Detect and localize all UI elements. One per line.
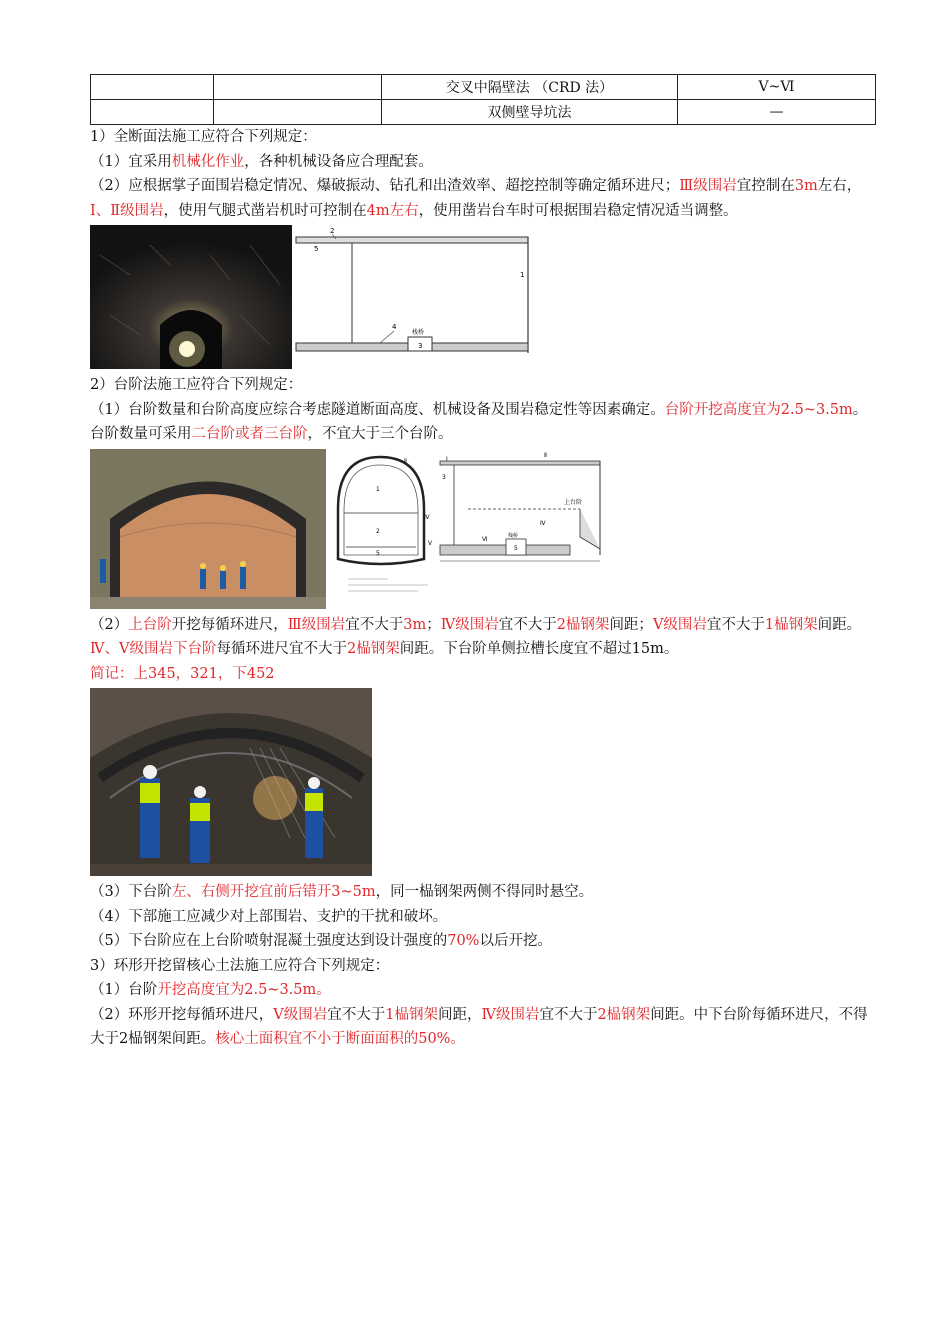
- highlight-text: Ⅴ级围岩: [652, 616, 707, 633]
- body-text: 宜不大于: [345, 616, 404, 633]
- paragraph: [90, 150, 876, 175]
- diagram-label: 5: [514, 544, 518, 552]
- highlight-text: Ⅰ、Ⅱ级围岩: [90, 202, 164, 219]
- table-cell: [214, 100, 382, 125]
- table-cell: 交叉中隔壁法 （CRD 法）: [382, 75, 678, 100]
- bench-method-diagram: [328, 449, 614, 609]
- body-text: 宜控制在: [736, 178, 795, 194]
- diagram-label: 5: [376, 549, 380, 557]
- body-text: 宜不大于: [327, 1006, 386, 1023]
- body-text: （3）下台阶: [90, 884, 172, 900]
- highlight-text: 1榀钢架: [385, 1006, 438, 1023]
- body-text: 每循环进尺宜不大于: [216, 641, 347, 657]
- body-text: ，使用气腿式凿岩机时可控制在: [163, 202, 367, 219]
- highlight-text: 2榀钢架: [556, 616, 610, 633]
- method-table: [90, 74, 876, 125]
- full-face-diagram: [294, 225, 530, 369]
- highlight-text: 开挖高度宜为2.5~3.5m: [157, 982, 317, 998]
- diagram-label: 3: [418, 342, 423, 350]
- highlight-text: 1榀钢架: [764, 616, 818, 633]
- body-text: 宜不大于: [539, 1006, 598, 1023]
- highlight-text: Ⅲ级围岩: [679, 178, 737, 194]
- paragraph: [90, 929, 876, 954]
- body-text: （1）台阶数量和台阶高度应综合考虑隧道断面高度、机械设备及围岩稳定性等因素确定。: [90, 401, 665, 418]
- body-text: 间距。: [817, 616, 862, 633]
- body-text: 间距；: [609, 616, 653, 633]
- diagram-label: 1: [520, 271, 525, 279]
- body-text: ，各种机械设备应合理配套。: [244, 153, 433, 170]
- body-text: （1）台阶: [90, 982, 158, 998]
- body-text: （2）: [90, 616, 129, 633]
- section-heading: 3）环形开挖留核心土法施工应符合下列规定：: [90, 957, 390, 974]
- highlight-text: 70%: [447, 933, 480, 949]
- body-text: 左右，: [817, 178, 862, 194]
- section-heading: 2）台阶法施工应符合下列规定：: [90, 377, 303, 393]
- highlight-text: 3m: [794, 178, 818, 194]
- paragraph: [90, 398, 876, 447]
- diagram-label: Ⅱ: [404, 457, 407, 465]
- paragraph: [90, 880, 876, 905]
- paragraph: [90, 174, 876, 223]
- highlight-text: 机械化作业: [171, 153, 245, 170]
- steel-arch-installation-photo: [90, 688, 372, 876]
- figure-row-bench: [90, 449, 876, 611]
- body-text: ；: [426, 616, 441, 633]
- body-text: 间距，: [437, 1006, 482, 1023]
- highlight-text: 核心土面积宜不小于断面面积的50%。: [215, 1031, 465, 1047]
- body-text: 间距。下台阶单侧拉槽长度宜不超过15m。: [399, 641, 679, 657]
- body-text: （1）宜采用: [90, 153, 172, 170]
- body-text: 宜不大于: [706, 616, 765, 633]
- body-text: （5）下台阶应在上台阶喷射混凝土强度达到设计强度的: [90, 933, 448, 949]
- figure-row-steel-arch: [90, 688, 876, 878]
- figure-row-full-face: [90, 225, 876, 371]
- diagram-label: Ⅵ: [482, 535, 488, 543]
- highlight-text: 二台阶或者三台阶: [191, 426, 308, 442]
- highlight-text: 2榀钢架: [346, 641, 400, 657]
- diagram-label: 栈桥: [508, 532, 519, 539]
- highlight-text: 左、右侧开挖宜前后错开3~5m: [171, 884, 376, 900]
- paragraph: （4）下部施工应减少对上部围岩、支护的干扰和破坏。: [90, 908, 448, 925]
- body-text: ，不宜大于三个台阶。: [307, 426, 453, 442]
- body-text: 间距。中下台阶每循环进尺，不得大于2榀钢架间距。: [90, 1006, 868, 1047]
- diagram-label: 3: [442, 473, 446, 481]
- table-cell: [214, 75, 382, 100]
- body-text: ，同一榀钢架两侧不得同时悬空。: [375, 884, 594, 900]
- memo-note: 简记：上345，321，下452: [90, 665, 275, 682]
- diagram-label: Ⅴ: [428, 539, 433, 547]
- diagram-label: Ⅳ: [424, 513, 430, 521]
- paragraph: [90, 613, 876, 662]
- body-text: （2）应根据掌子面围岩稳定情况、爆破振动、钻孔和出渣效率、超挖控制等确定循环进尺；: [90, 178, 680, 194]
- diagram-label: 4: [392, 323, 397, 331]
- highlight-text: 3m: [403, 616, 427, 633]
- paragraph: [90, 1003, 876, 1052]
- diagram-label: 5: [314, 245, 319, 253]
- paragraph: [90, 978, 876, 1003]
- diagram-label: 2: [376, 527, 380, 535]
- document-page: [90, 74, 876, 1052]
- body-text: 开挖每循环进尺，: [171, 616, 288, 633]
- diagram-label: 栈桥: [412, 329, 425, 336]
- table-cell: Ⅴ~Ⅵ: [678, 75, 876, 100]
- table-row: [91, 75, 876, 100]
- diagram-label: 2: [330, 227, 335, 235]
- highlight-text: Ⅲ级围岩: [287, 616, 346, 633]
- diagram-label: Ⅱ: [544, 451, 547, 459]
- table-cell: [91, 100, 214, 125]
- table-cell: 双侧壁导坑法: [382, 100, 678, 125]
- highlight-text: 4m左右: [366, 202, 419, 219]
- table-cell: —: [678, 100, 876, 125]
- diagram-label: 1: [376, 485, 380, 493]
- highlight-text: Ⅳ、Ⅴ级围岩下台阶: [90, 641, 217, 657]
- highlight-text: 2榀钢架: [597, 1006, 651, 1023]
- section-heading: 1）全断面法施工应符合下列规定：: [90, 129, 317, 145]
- body-text: （2）环形开挖每循环进尺，: [90, 1006, 274, 1023]
- bench-excavation-photo: [90, 449, 326, 609]
- table-cell: [91, 75, 214, 100]
- body-text: ，使用凿岩台车时可根据围岩稳定情况适当调整。: [418, 202, 738, 219]
- diagram-label: 上台阶: [564, 498, 583, 506]
- highlight-text: 上台阶: [128, 616, 172, 633]
- tunnel-photo: [90, 225, 292, 369]
- highlight-text: Ⅳ级围岩: [440, 616, 499, 633]
- table-row: [91, 100, 876, 125]
- highlight-text: Ⅴ级围岩: [273, 1006, 328, 1023]
- highlight-text: 。: [316, 982, 331, 998]
- body-text: 以后开挖。: [479, 933, 552, 949]
- body-text: 宜不大于: [498, 616, 557, 633]
- diagram-label: Ⅰ: [446, 455, 448, 463]
- body-text: 。台阶数量可采用: [90, 401, 868, 442]
- highlight-text: 台阶开挖高度宜为2.5~3.5m: [664, 401, 853, 418]
- highlight-text: Ⅳ级围岩: [481, 1006, 540, 1023]
- diagram-label: Ⅳ: [540, 519, 546, 527]
